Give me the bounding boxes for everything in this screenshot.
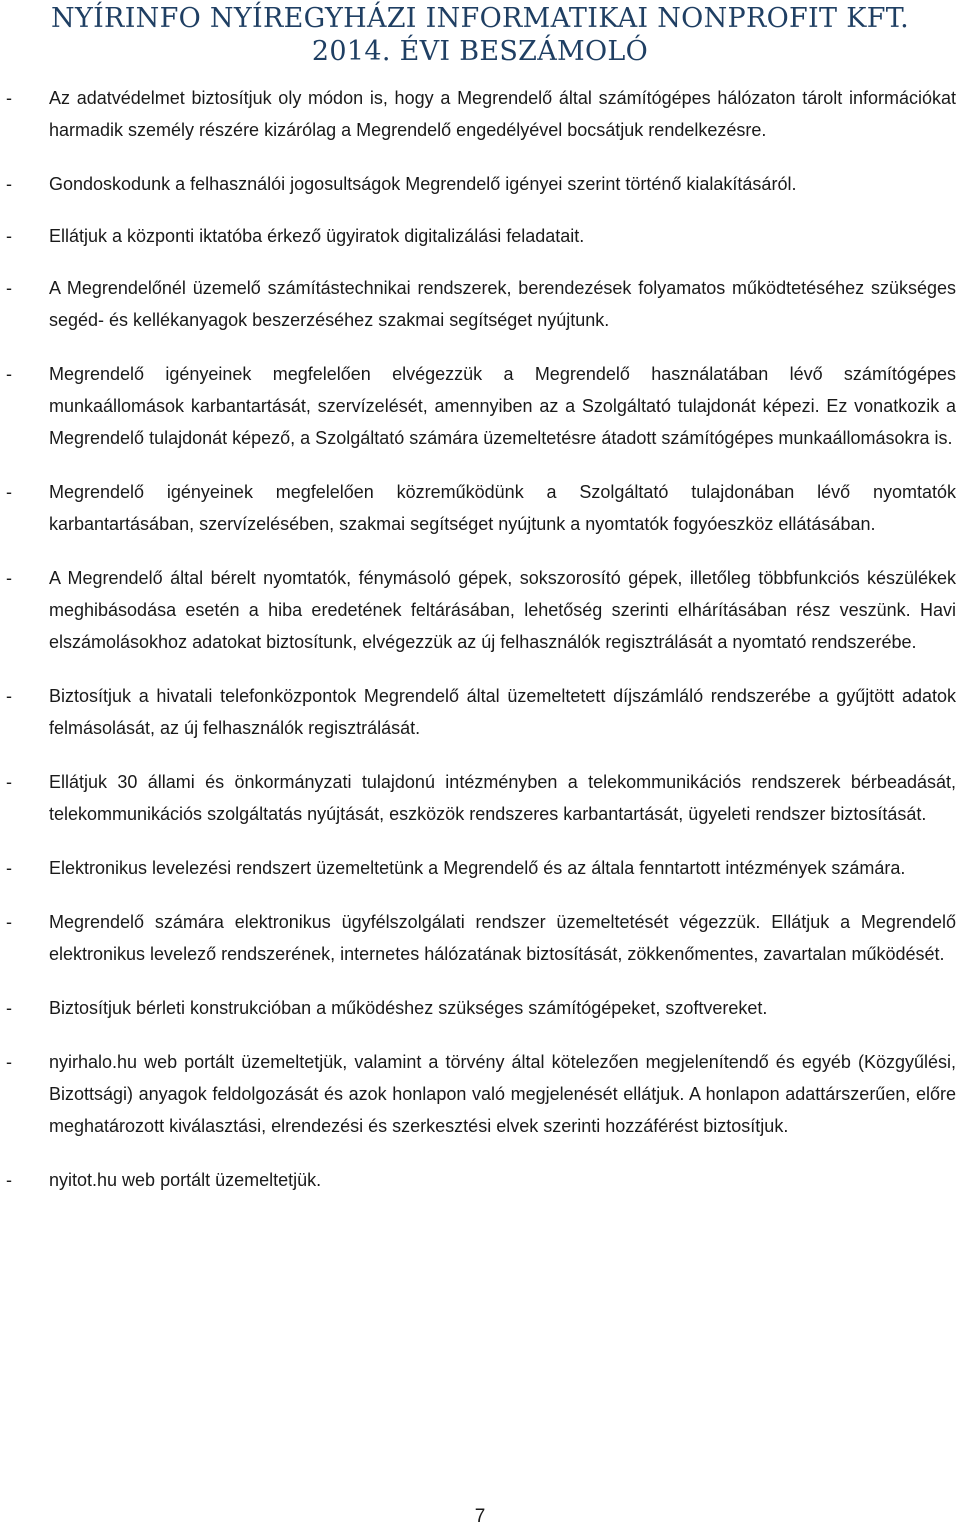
bullet-dash: -	[6, 226, 12, 246]
bullet-dash: -	[6, 278, 12, 298]
bullet-dash: -	[6, 88, 12, 108]
list-item-text: Gondoskodunk a felhasználói jogosultságok Megrendelő igényei szerint történő kialakításáról.	[49, 174, 797, 194]
list-item-text: Az adatvédelmet biztosítjuk oly módon is, hogy a Megrendelő által számítógépes hálózaton tárolt információkat harmadik személy részére kizárólag a Megrendelő engedélyével bocsátjuk rendelkezésre.	[49, 88, 956, 140]
list-item	[6, 476, 956, 540]
bullet-dash: -	[6, 912, 12, 932]
bullet-dash: -	[6, 686, 12, 706]
list-item-text: A Megrendelőnél üzemelő számítástechnikai rendszerek, berendezések folyamatos működtetéséhez szükséges segéd- és kellékanyagok beszerzéséhez szakmai segítséget nyújtunk.	[49, 278, 956, 330]
list-item	[6, 1046, 956, 1142]
bullet-dash: -	[6, 772, 12, 792]
header-company-name: NYÍRINFO NYÍREGYHÁZI INFORMATIKAI NONPROFIT KFT.	[51, 3, 909, 34]
list-item-text: Megrendelő igényeinek megfelelően elvégezzük a Megrendelő használatában lévő számítógépes munkaállomások karbantartását, szervízelését, amennyiben az a Szolgáltató tulajdonát képezi. Ez vonatkozik a Megrendelő tulajdonát képező, a Szolgáltató számára üzemeltetésre átadott számítógépes munkaállomásokra is.	[49, 364, 956, 448]
bullet-dash: -	[6, 1052, 12, 1072]
bullet-dash: -	[6, 998, 12, 1018]
list-item	[6, 168, 956, 200]
list-item-text: Biztosítjuk a hivatali telefonközpontok Megrendelő által üzemeltetett díjszámláló rendszerébe a gyűjtött adatok felmásolását, az új felhasználók regisztrálását.	[49, 686, 956, 738]
bullet-dash: -	[6, 858, 12, 878]
list-item	[6, 82, 956, 146]
list-item-text: Ellátjuk 30 állami és önkormányzati tulajdonú intézményben a telekommunikációs rendszerek bérbeadását, telekommunikációs szolgáltatás nyújtását, eszközök rendszeres karbantartását, ügyeleti rendszer biztosítását.	[49, 772, 956, 824]
list-item	[6, 852, 956, 884]
bullet-dash: -	[6, 174, 12, 194]
list-item	[6, 906, 956, 970]
bullet-dash: -	[6, 482, 12, 502]
list-item	[6, 272, 956, 336]
bullet-list	[0, 82, 960, 1218]
bullet-dash: -	[6, 568, 12, 588]
list-item-text: nyirhalo.hu web portált üzemeltetjük, valamint a törvény által kötelezően megjelenítendő és egyéb (Közgyűlési, Bizottsági) anyagok feldolgozását és azok honlapon való megjelenését ellátjuk. A honlapon adattárszerűen, előre meghatározott kiválasztási, elrendezési és szerkesztési elvek szerinti hozzáférést biztosítjuk.	[49, 1052, 956, 1136]
list-item-text: Megrendelő számára elektronikus ügyfélszolgálati rendszer üzemeltetését végezzük. Ellátjuk a Megrendelő elektronikus levelező rendszerének, internetes hálózatának biztosítását, zökkenőmentes, zavartalan működését.	[49, 912, 956, 964]
list-item-text: Megrendelő igényeinek megfelelően közreműködünk a Szolgáltató tulajdonában lévő nyomtatók karbantartásában, szervízelésében, szakmai segítséget nyújtunk a nyomtatók fogyóeszköz ellátásában.	[49, 482, 956, 534]
list-item	[6, 1164, 956, 1196]
list-item-text: Elektronikus levelezési rendszert üzemeltetünk a Megrendelő és az általa fenntartott intézmények számára.	[49, 858, 906, 878]
list-item	[6, 766, 956, 830]
list-item-text: Biztosítjuk bérleti konstrukcióban a működéshez szükséges számítógépeket, szoftvereket.	[49, 998, 768, 1018]
list-item	[6, 680, 956, 744]
list-item-text: Ellátjuk a központi iktatóba érkező ügyiratok digitalizálási feladatait.	[49, 226, 585, 246]
list-item-text: nyitot.hu web portált üzemeltetjük.	[49, 1170, 322, 1190]
list-item	[6, 220, 956, 252]
header-report-title: 2014. ÉVI BESZÁMOLÓ	[311, 36, 649, 67]
list-item	[6, 358, 956, 454]
list-item	[6, 562, 956, 658]
list-item	[6, 992, 956, 1024]
bullet-dash: -	[6, 1170, 12, 1190]
page-header	[0, 0, 960, 68]
bullet-dash: -	[6, 364, 12, 384]
list-item-text: A Megrendelő által bérelt nyomtatók, fénymásoló gépek, sokszorosító gépek, illetőleg többfunkciós készülékek meghibásodása esetén a hiba eredetének feltárásában, lehetőség szerinti elhárításában rész veszünk. Havi elszámolásokhoz adatokat biztosítunk, elvégezzük az új felhasználók regisztrálását a nyomtató rendszerébe.	[49, 568, 956, 652]
page-number: 7	[474, 1506, 486, 1527]
